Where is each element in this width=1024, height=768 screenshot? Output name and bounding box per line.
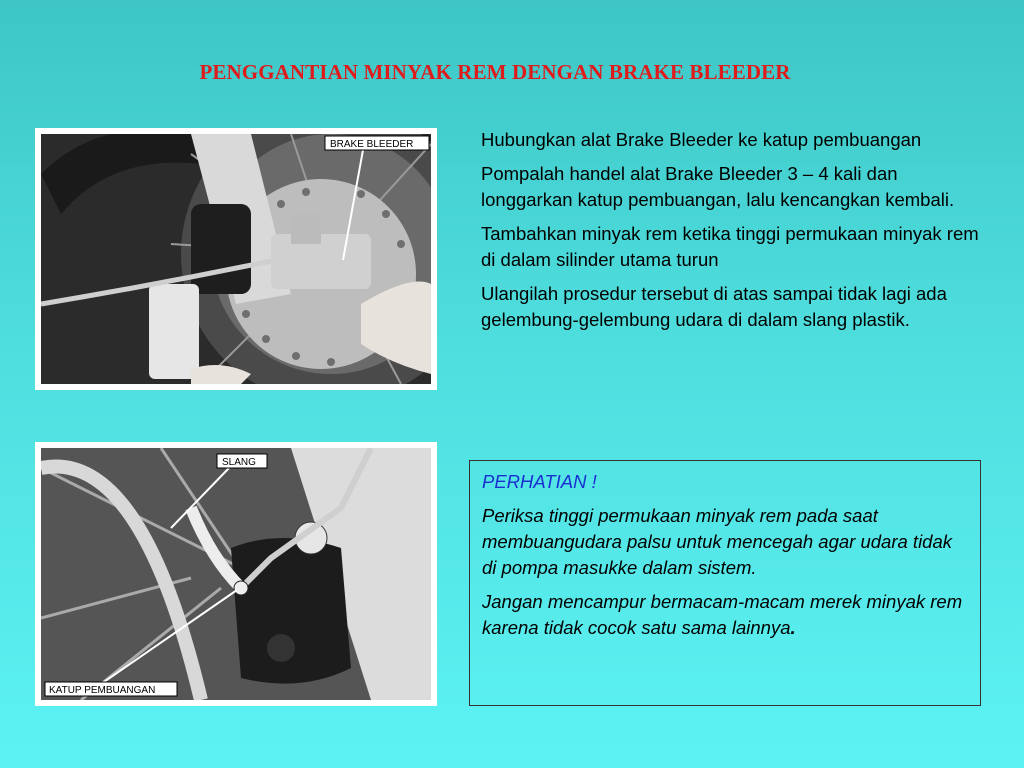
step-4: Ulangilah prosedur tersebut di atas sampai tidak lagi ada gelembung-gelembung udara di dalam slang plastik.	[481, 283, 947, 330]
callout-label-brake-bleeder: BRAKE BLEEDER	[330, 139, 414, 150]
notice-heading: PERHATIAN !	[482, 471, 597, 492]
brake-bleeder-photo	[35, 128, 437, 390]
notice-paragraph-2-period: .	[790, 617, 796, 638]
callout-label-valve: KATUP PEMBUANGAN	[49, 685, 156, 696]
notice-box	[469, 460, 981, 706]
notice-paragraph-2	[482, 589, 968, 641]
callout-label-hose: SLANG	[222, 457, 256, 468]
step-2: Pompalah handel alat Brake Bleeder 3 – 4 kali dan longgarkan katup pembuangan, lalu kencangkan kembali.	[481, 163, 955, 210]
step-3: Tambahkan minyak rem ketika tinggi permukaan minyak rem di dalam silinder utama turun	[481, 223, 979, 270]
step-1: Hubungkan alat Brake Bleeder ke katup pembuangan	[481, 129, 922, 150]
instruction-steps	[481, 127, 981, 341]
notice-paragraph-2-text: Jangan mencampur bermacam-macam merek minyak rem karena tidak cocok satu sama lainnya	[482, 591, 963, 638]
notice-paragraph-1: Periksa tinggi permukaan minyak rem pada saat membuangudara palsu untuk mencegah agar udara tidak di pompa masukke dalam sistem.	[482, 505, 953, 578]
bleed-valve-photo	[35, 442, 437, 706]
brake-bleeder-illustration	[41, 134, 431, 384]
slide-title: PENGGANTIAN MINYAK REM DENGAN BRAKE BLEEDER	[199, 60, 791, 84]
bleed-valve-illustration	[41, 448, 431, 700]
